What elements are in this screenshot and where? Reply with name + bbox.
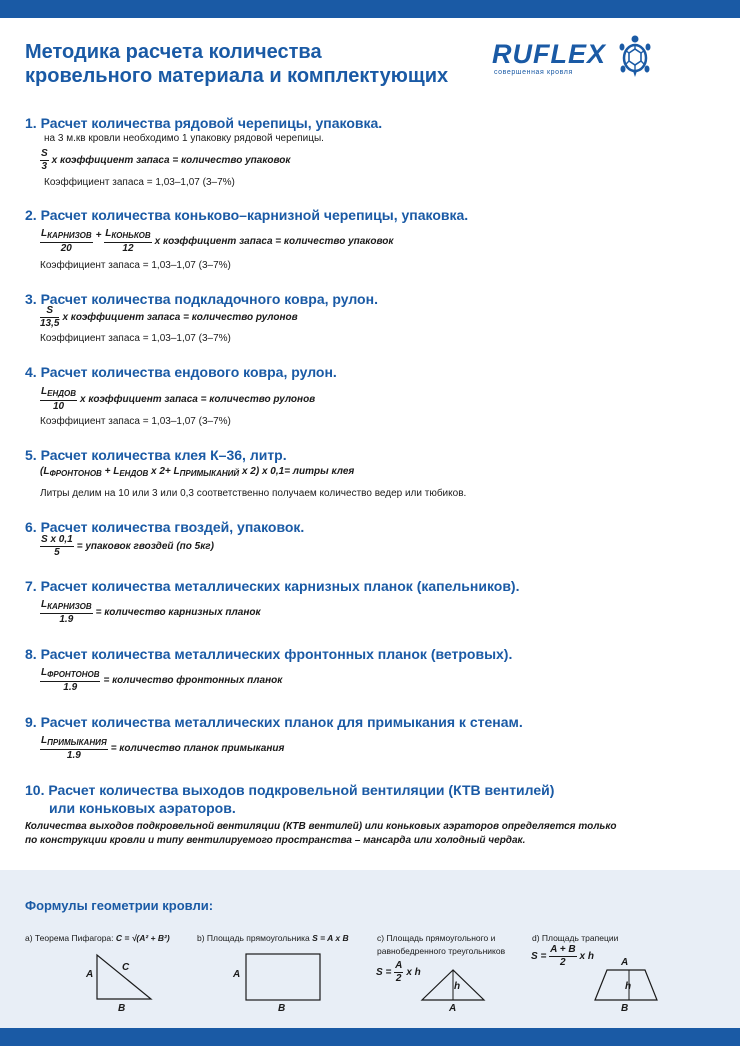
fraction: $\frac{S}{3}$ (41, 148, 48, 172)
geometry-panel (0, 870, 740, 1028)
label-a: A (449, 1003, 457, 1014)
caption-trapezoid: d) Площадь трапеции (532, 933, 619, 943)
section-title-line1: 10. Расчет количества выходов подкровельной вентиляции (КТВ вентилей) (25, 782, 555, 798)
fraction: $\frac{S}{13,5}$ (40, 305, 60, 329)
top-band (0, 0, 740, 18)
section-title: 9. Расчет количества металлических планок для примыкания к стенам. (25, 714, 523, 730)
section-note: на 3 м.кв кровли необходимо 1 упаковку рядовой черепицы. (44, 133, 324, 144)
section-8 (25, 645, 725, 663)
formula: ($L_{ФРОНТОНОВ} + L_{ЕНДОВ}$ x $2+ L_{ПРИМЫКАНИЙ}$ x 2) x 0,1= литры клея (40, 466, 355, 478)
fraction: $\frac{L_{КАРНИЗОВ}}{1.9}$ (41, 599, 92, 625)
triangle-figure (420, 968, 486, 1002)
section-5 (25, 446, 725, 464)
bottom-band (0, 1028, 740, 1046)
fraction: $\frac{A + B}{2}$ (550, 944, 576, 968)
label-h: h (454, 981, 461, 992)
section-note: Коэффициент запаса = 1,03–1,07 (3–7%) (40, 416, 231, 427)
formula: $\frac{S}{3}$ x коэффициент запаса = количество упаковок (41, 148, 291, 172)
label-a: A (621, 957, 629, 968)
fraction: $\frac{A}{2}$ (395, 960, 403, 984)
label-b: B (621, 1003, 629, 1014)
fraction: $\frac{L_{КОНЬКОВ}}{12}$ (105, 228, 151, 254)
section-title: 1. Расчет количества рядовой черепицы, упаковка. (25, 115, 383, 131)
section-title: 8. Расчет количества металлических фронтонных планок (ветровых). (25, 646, 513, 662)
ruflex-logo (492, 34, 652, 84)
section-title-line2: или коньковых аэраторов. (49, 800, 236, 816)
section-note: Литры делим на 10 или 3 или 0,3 соответственно получаем количество ведер или тюбиков. (40, 488, 467, 499)
caption-triangle: c) Площадь прямоугольного и равнобедренного треугольников (377, 933, 506, 956)
section-7 (25, 577, 725, 595)
section-10 (25, 781, 725, 817)
fraction: $\frac{L_{ПРИМЫКАНИЯ}}{1.9}$ (41, 735, 107, 761)
label-b: B (118, 1003, 126, 1014)
fraction: $\frac{L_{ЕНДОВ}}{10}$ (41, 386, 76, 412)
page-title (25, 40, 495, 88)
triangle-formula: S = $\frac{A}{2}$ x h (376, 960, 421, 984)
section-4 (25, 363, 725, 381)
caption-pythagoras: a) Теорема Пифагора: C = √(A² + B²) (25, 933, 170, 943)
caption-rectangle: b) Площадь прямоугольника S = A x B (197, 933, 349, 943)
formula: $\frac{L_{ФРОНТОНОВ}}{1.9}$ = количество фронтонных планок (41, 667, 283, 693)
label-b: B (278, 1003, 286, 1014)
turtle-icon (619, 34, 651, 78)
page-title-line2: кровельного материала и комплектующих (25, 65, 449, 87)
logo-tagline: совершенная кровля (494, 69, 573, 76)
section-title: 6. Расчет количества гвоздей, упаковок. (25, 519, 305, 535)
label-c: C (122, 962, 130, 973)
formula: $\frac{\text{S x 0,1}}{5}$ = упаковок гвоздей (по 5кг) (41, 534, 214, 558)
logo-wordmark: RUFLEX (492, 39, 606, 69)
section-note: Коэффициент запаса = 1,03–1,07 (3–7%) (44, 177, 235, 188)
section-title: 4. Расчет количества ендового ковра, рулон. (25, 364, 337, 380)
section-title: 3. Расчет количества подкладочного ковра, рулон. (25, 291, 378, 307)
section-9 (25, 713, 725, 731)
label-a: A (86, 969, 94, 980)
formula: $\frac{L_{ПРИМЫКАНИЯ}}{1.9}$ = количество планок примыкания (41, 735, 285, 761)
formula: $\frac{L_{КАРНИЗОВ}}{20}$ + $\frac{L_{КОНЬКОВ}}{12}$ x коэффициент запаса = количество упаковок (41, 228, 394, 254)
geometry-title: Формулы геометрии кровли: (25, 898, 214, 913)
rectangle-figure (245, 953, 321, 1001)
formula: $\frac{L_{ЕНДОВ}}{10}$ x коэффициент запаса = количество рулонов (41, 386, 316, 412)
section-note: Коэффициент запаса = 1,03–1,07 (3–7%) (40, 333, 231, 344)
label-h: h (625, 981, 632, 992)
fraction: $\frac{\text{S x 0,1}}{5}$ (41, 534, 73, 558)
section-title: 2. Расчет количества коньково–карнизной черепицы, упаковка. (25, 207, 469, 223)
page-title-line1: Методика расчета количества (25, 41, 322, 63)
fraction: $\frac{L_{КАРНИЗОВ}}{20}$ (41, 228, 92, 254)
section-title: 5. Расчет количества клея К–36, литр. (25, 447, 287, 463)
fraction: $\frac{L_{ФРОНТОНОВ}}{1.9}$ (41, 667, 100, 693)
section-2 (25, 206, 725, 224)
trapezoid-formula: S = $\frac{A + B}{2}$ x h (531, 944, 594, 968)
section-note: Коэффициент запаса = 1,03–1,07 (3–7%) (40, 260, 231, 271)
right-triangle-figure (95, 953, 155, 1001)
formula: $\frac{L_{КАРНИЗОВ}}{1.9}$ = количество карнизных планок (41, 599, 261, 625)
section-1 (25, 114, 725, 132)
formula: $\frac{S}{13,5}$ x коэффициент запаса = количество рулонов (40, 305, 298, 329)
section-10-note: Количества выходов подкровельной вентиляции (КТВ вентилей) или коньковых аэраторов определяется только по конструкции кровли и типу вентилируемого пространства – мансарда или холодный чердак. (25, 821, 617, 846)
label-a: A (233, 969, 241, 980)
section-title: 7. Расчет количества металлических карнизных планок (капельников). (25, 578, 520, 594)
